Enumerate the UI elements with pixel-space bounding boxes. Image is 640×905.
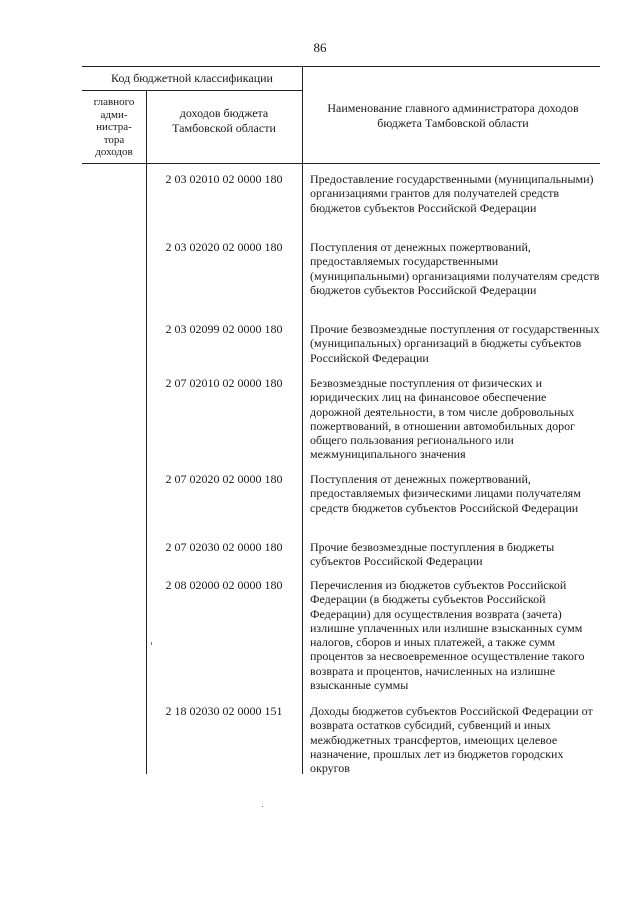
administrator-name: Прочие безвозмездные поступления от государственных (муниципальных) организаций в бюджеты субъектов Российской Федерации	[310, 322, 600, 365]
budget-code: 2 03 02010 02 0000 180	[165, 172, 283, 186]
budget-code: 2 03 02099 02 0000 180	[165, 322, 283, 336]
table-top-border	[82, 66, 600, 67]
budget-code: 2 18 02030 02 0000 151	[165, 704, 283, 718]
page-number: 86	[313, 40, 327, 55]
budget-code: 2 07 02010 02 0000 180	[165, 376, 283, 390]
budget-code: 2 07 02030 02 0000 180	[165, 540, 283, 554]
header-revenue-code: доходов бюджета Тамбовской области	[172, 106, 276, 135]
budget-code: 2 07 02020 02 0000 180	[165, 472, 283, 486]
administrator-name: Поступления от денежных пожертвований, предоставляемых физическими лицами получателям средств бюджетов субъектов Российской Федерации	[310, 472, 581, 515]
budget-code: 2 08 02000 02 0000 180	[165, 578, 283, 592]
administrator-name: Доходы бюджетов субъектов Российской Федерации от возврата остатков субсидий, субвенций и иных межбюджетных трансфертов, имеющих целевое назначение, прошлых лет из бюджетов городских округов	[310, 704, 593, 776]
column-divider-2	[302, 66, 303, 774]
scan-speck	[262, 806, 263, 807]
scan-speck	[151, 642, 152, 645]
administrator-name: Безвозмездные поступления от физических и юридических лиц на финансовое обеспечение дорожной деятельности, в том числе добровольных пожертвований, в отношении автомобильных дорог общего пользования регионального или межмуниципального значения	[310, 376, 576, 462]
administrator-name: Перечисления из бюджетов субъектов Российской Федерации (в бюджеты субъектов Российской Федерации) для осуществления возврата (зачета) излишне уплаченных или излишне взысканных сумм налогов, сборов и иных платежей, а также сумм процентов за несвоевременное осуществление такого возврата и процентов, начисленных на излишне взысканные суммы	[310, 578, 585, 693]
group-header-divider	[82, 90, 302, 91]
header-administrator-name: Наименование главного администратора доходов бюджета Тамбовской области	[327, 101, 579, 130]
header-group-title: Код бюджетной классификации	[111, 71, 273, 85]
administrator-name: Поступления от денежных пожертвований, предоставляемых государственными (муниципальными) организациями получателям средств бюджетов субъектов Российской Федерации	[310, 240, 600, 297]
header-bottom-border	[82, 163, 600, 164]
budget-code: 2 03 02020 02 0000 180	[165, 240, 283, 254]
column-divider-1	[146, 90, 147, 774]
administrator-name: Прочие безвозмездные поступления в бюджеты субъектов Российской Федерации	[310, 540, 555, 569]
administrator-name: Предоставление государственными (муниципальными) организациями грантов для получателей средств бюджетов субъектов Российской Федерации	[310, 172, 594, 215]
header-admin-code: главного адми-нистра-тора доходов	[93, 96, 135, 158]
